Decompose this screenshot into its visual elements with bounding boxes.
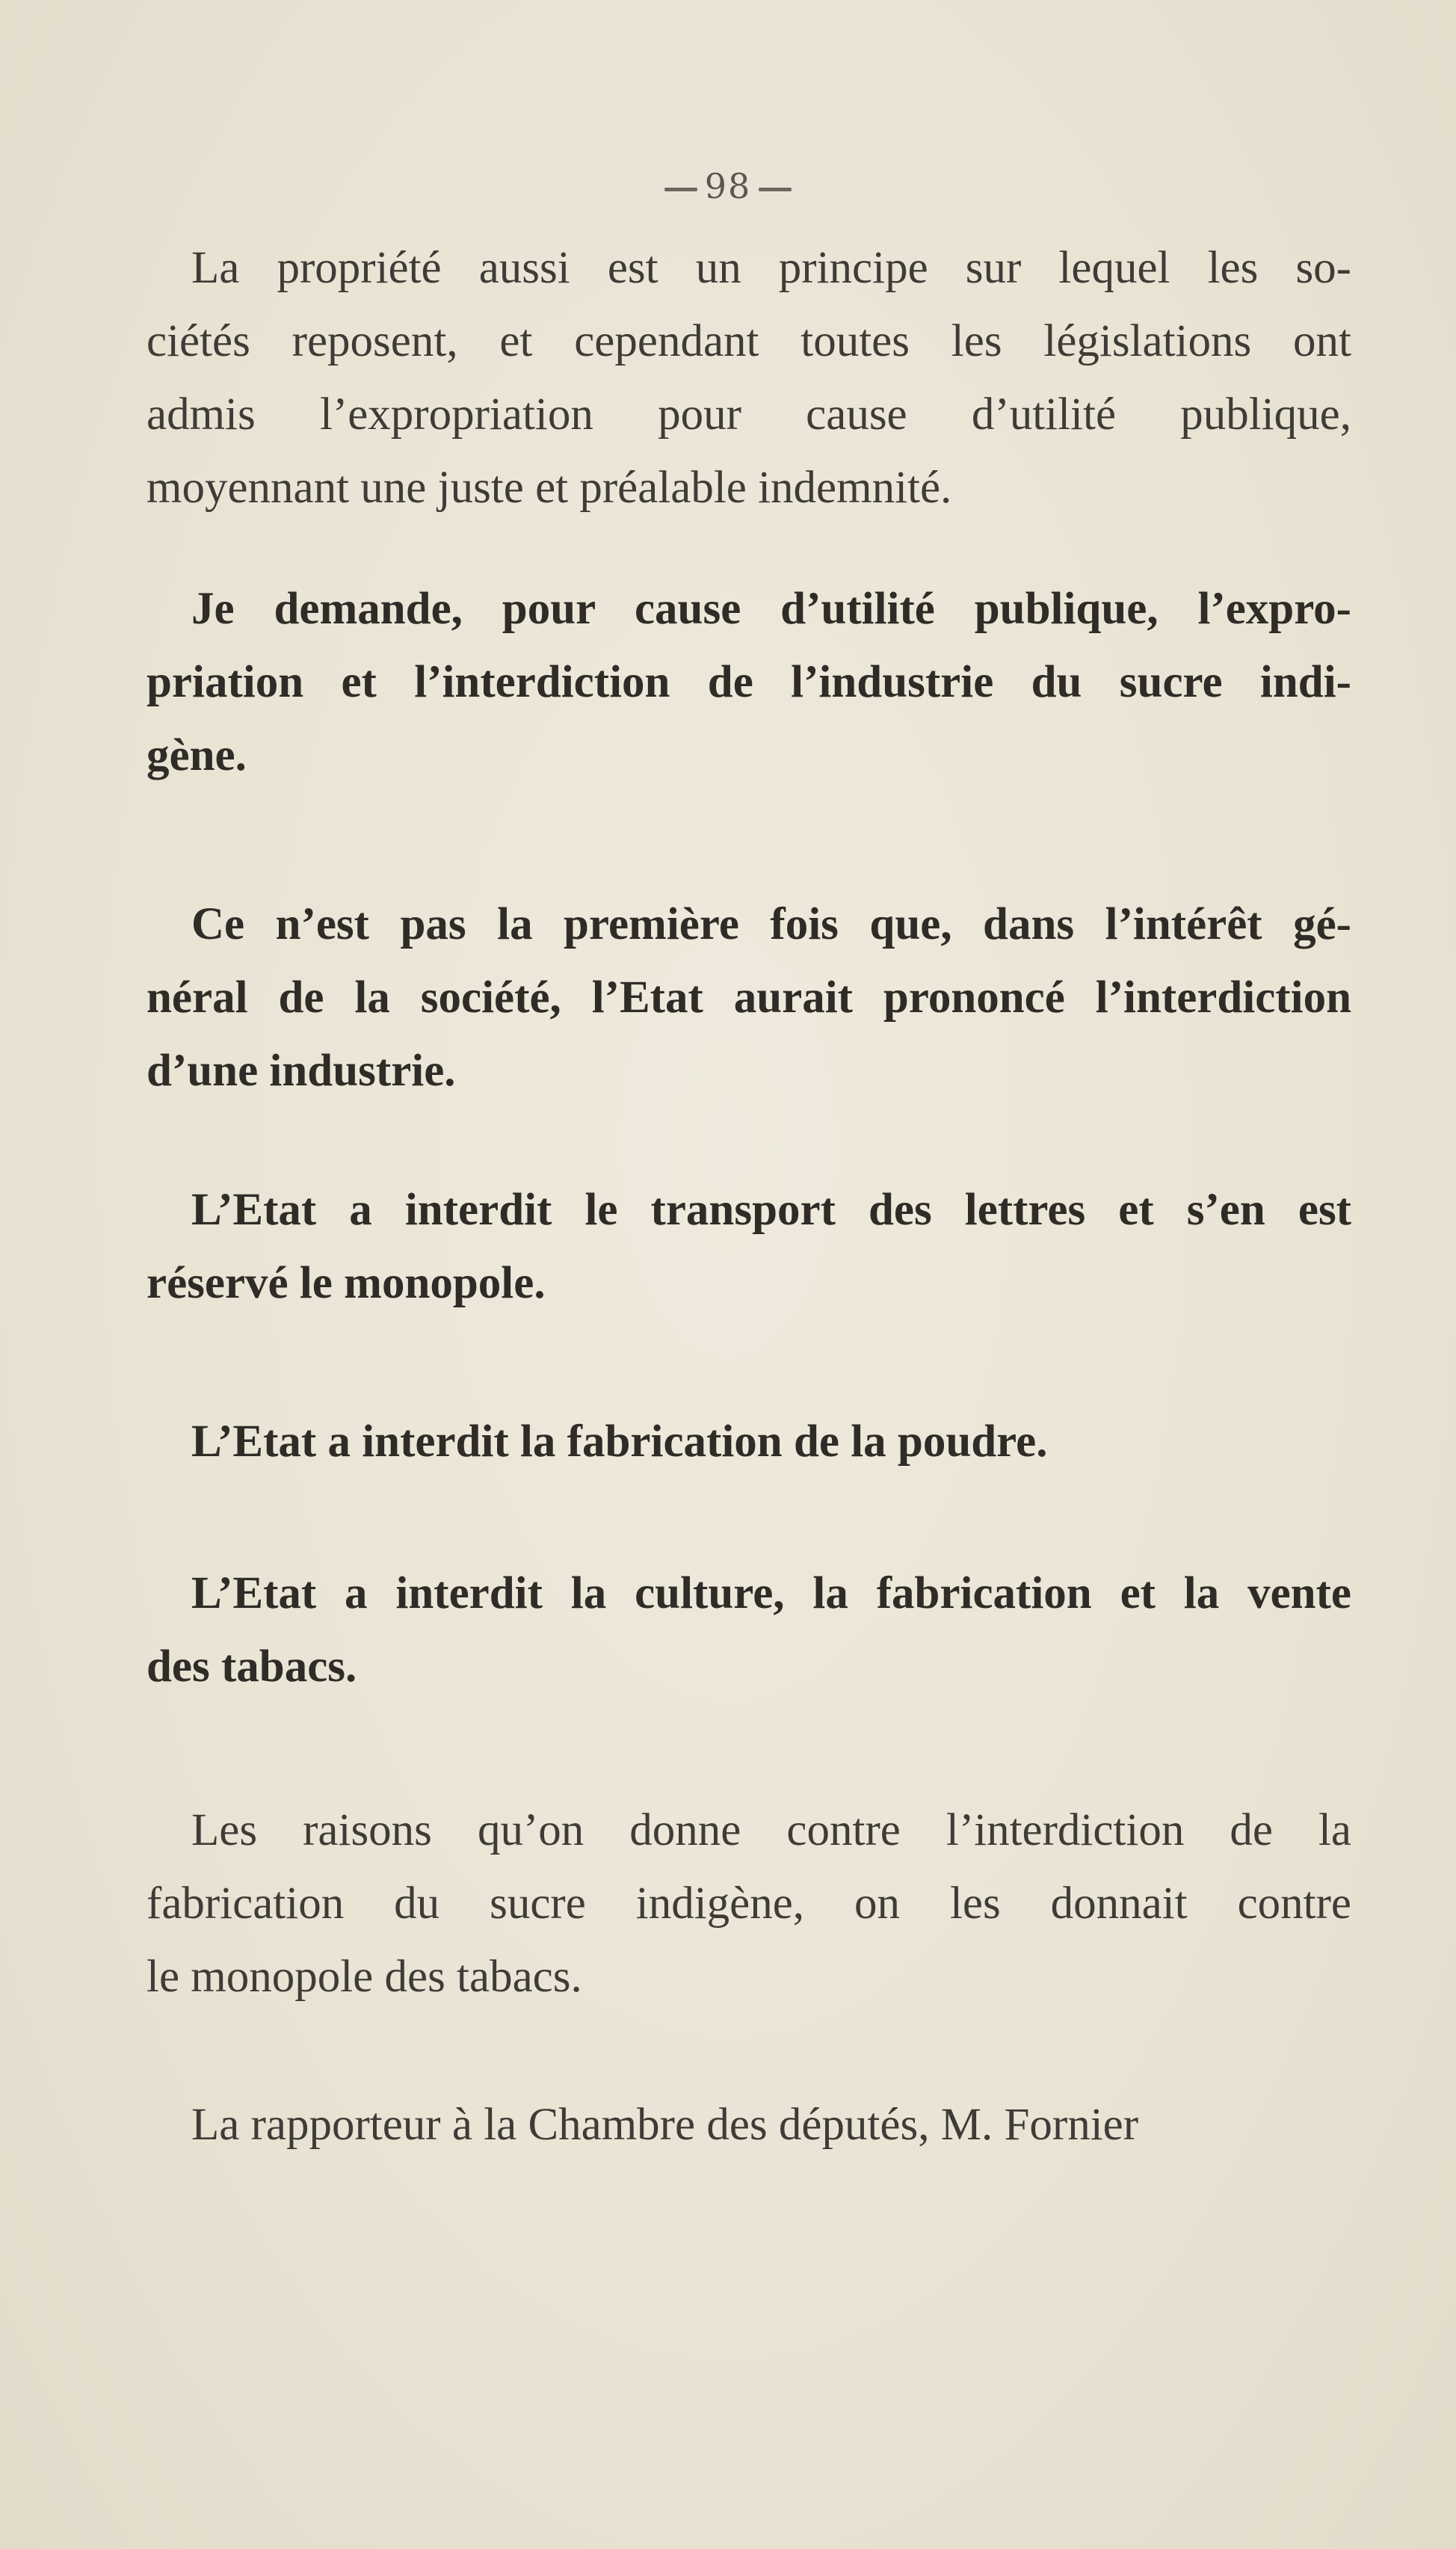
paragraph-6-line-1: L’Etat a interdit la culture, la fabrication et la vente [191, 1568, 1351, 1618]
paragraph-1 [146, 232, 1351, 525]
paragraph-7 [146, 1794, 1351, 2014]
page-number-dash-right [759, 188, 792, 191]
page-number-dash-left [664, 188, 697, 191]
page-number-value: 98 [704, 166, 752, 206]
paragraph-2 [146, 573, 1351, 792]
paragraph-6-line-2: des tabacs. [146, 1642, 357, 1692]
page-number [0, 166, 1456, 206]
paragraph-3-line-2: néral de la société, l’Etat aurait prononcé l’interdiction [146, 973, 1351, 1023]
paragraph-5-line-1: L’Etat a interdit la fabrication de la poudre. [191, 1417, 1048, 1467]
paragraph-7-line-2: fabrication du sucre indigène, on les donnait contre [146, 1878, 1351, 1929]
paragraph-2-line-3: gène. [146, 730, 247, 780]
paragraph-8-line-1: La rapporteur à la Chambre des députés, M. Fornier [191, 2100, 1139, 2150]
paragraph-3-line-1: Ce n’est pas la première fois que, dans l’intérêt gé- [191, 899, 1351, 949]
paragraph-3 [146, 888, 1351, 1108]
paragraph-8 [146, 2089, 1351, 2162]
paragraph-4-line-1: L’Etat a interdit le transport des lettres et s’en est [191, 1185, 1351, 1235]
paragraph-5 [146, 1405, 1351, 1479]
paragraph-1-line-4: moyennant une juste et préalable indemnité. [146, 463, 952, 513]
paragraph-2-line-2: priation et l’interdiction de l’industrie du sucre indi- [146, 657, 1351, 707]
paragraph-1-line-2: ciétés reposent, et cependant toutes les législations ont [146, 316, 1351, 366]
paragraph-4-line-2: réservé le monopole. [146, 1258, 546, 1308]
paragraph-3-line-3: d’une industrie. [146, 1046, 456, 1096]
paragraph-7-line-1: Les raisons qu’on donne contre l’interdiction de la [191, 1805, 1351, 1855]
paragraph-6 [146, 1557, 1351, 1704]
paragraph-1-line-1: La propriété aussi est un principe sur lequel les so- [191, 243, 1351, 293]
paragraph-4 [146, 1174, 1351, 1320]
paragraph-7-line-3: le monopole des tabacs. [146, 1952, 582, 2002]
paragraph-2-line-1: Je demande, pour cause d’utilité publique, l’expro- [191, 584, 1351, 634]
paragraph-1-line-3: admis l’expropriation pour cause d’utilité publique, [146, 389, 1351, 440]
